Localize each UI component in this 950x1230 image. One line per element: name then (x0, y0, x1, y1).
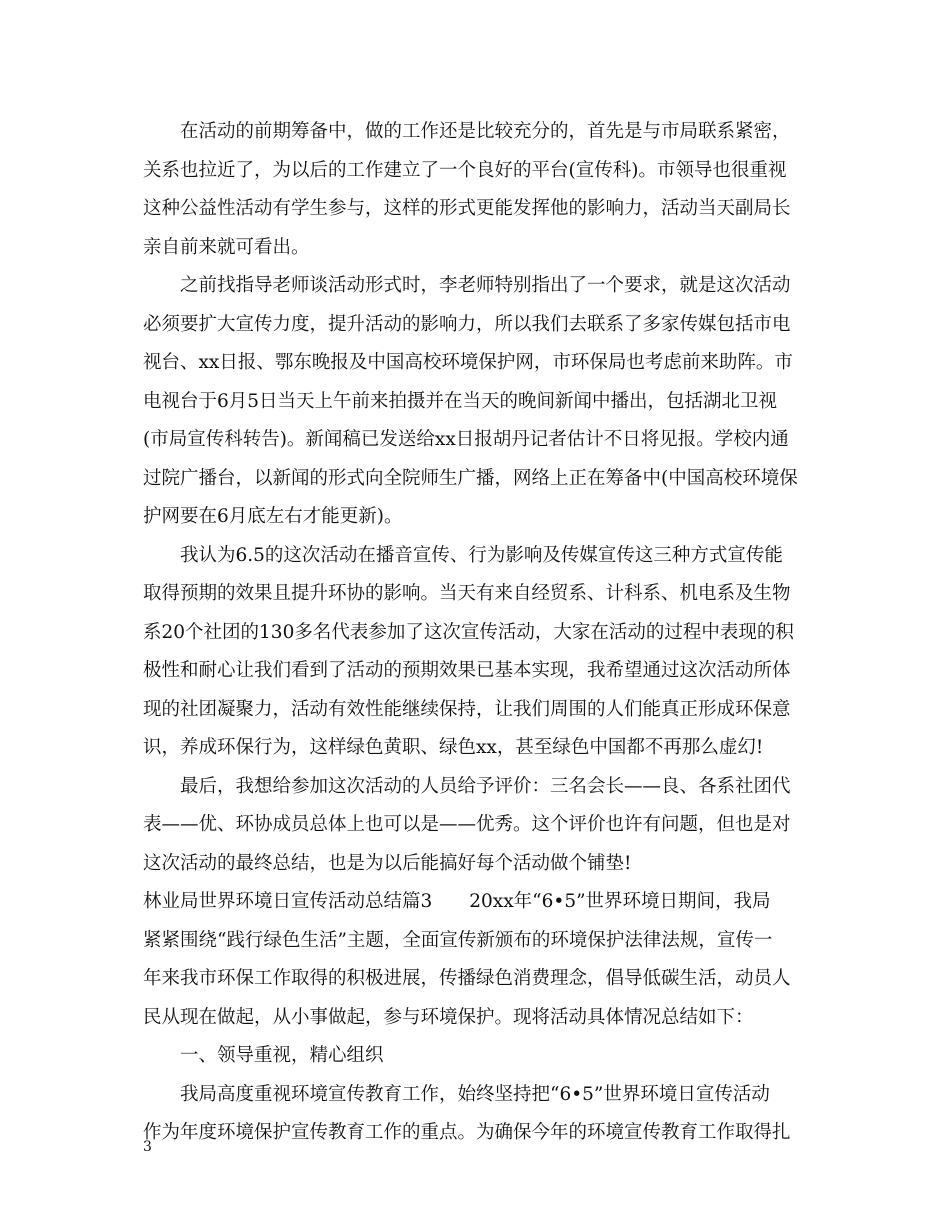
text-line: 在活动的前期筹备中，做的工作还是比较充分的，首先是与市局联系紧密， (180, 121, 791, 142)
text-line: 电视台于6月5日当天上午前来拍摄并在当天的晚间新闻中播出，包括湖北卫视 (143, 390, 778, 412)
text-line: 紧紧围绕“践行绿色生活”主题，全面宣传新颁布的环境保护法律法规，宣传一 (143, 929, 773, 951)
text-line: 这种公益性活动有学生参与，这样的形式更能发挥他的影响力，活动当天副局长 (143, 198, 791, 219)
text-line: 护网要在6月底左右才能更新)。 (143, 506, 403, 527)
page-number: 3 (143, 1139, 152, 1155)
text-line: 表——优、环协成员总体上也可以是——优秀。这个评价也许有问题，但也是对 (143, 814, 791, 835)
text-line: 必须要扩大宣传力度，提升活动的影响力，所以我们去联系了多家传媒包括市电 (143, 313, 791, 335)
text-line: 取得预期的效果且提升环协的影响。当天有来自经贸系、计科系、机电系及生物 (143, 583, 791, 604)
text-line: 年来我市环保工作取得的积极进展，传播绿色消费理念，倡导低碳生活，动员人 (143, 968, 791, 989)
text-line: 民从现在做起，从小事做起，参与环境保护。现将活动具体情况总结如下： (143, 1006, 754, 1028)
text-line: 系20个社团的130多名代表参加了这次宣传活动，大家在活动的过程中表现的积 (143, 621, 794, 643)
text-line: 我局高度重视环境宣传教育工作，始终坚持把“6•5”世界环境日宣传活动 (180, 1083, 770, 1105)
text-line: 作为年度环境保护宣传教育工作的重点。为确保今年的环境宣传教育工作取得扎 (143, 1122, 791, 1143)
text-line: 关系也拉近了，为以后的工作建立了一个良好的平台(宣传科)。市领导也很重视 (143, 159, 787, 181)
text-line: 亲自前来就可看出。 (143, 236, 310, 258)
text-line: (市局宣传科转告)。新闻稿已发送给xx日报胡丹记者估计不日将见报。学校内通 (143, 429, 789, 450)
document-body (143, 113, 808, 1153)
text-line: 过院广播台，以新闻的形式向全院师生广播，网络上正在筹备中(中国高校环境保 (143, 467, 798, 489)
text-line: 最后，我想给参加这次活动的人员给予评价：三名会长——良、各系社团代 (180, 775, 791, 797)
text-line: 一、领导重视，精心组织 (180, 1045, 384, 1066)
text-line: 极性和耐心让我们看到了活动的预期效果已基本实现，我希望通过这次活动所体 (143, 660, 791, 681)
text-line: 视台、xx日报、鄂东晚报及中国高校环境保护网，市环保局也考虑前来助阵。市 (143, 352, 793, 373)
text-line: 这次活动的最终总结，也是为以后能搞好每个活动做个铺垫! (143, 852, 632, 874)
text-line: 现的社团凝聚力，活动有效性能继续保持，让我们周围的人们能真正形成环保意 (143, 698, 791, 720)
text-line: 我认为6.5的这次活动在播音宣传、行为影响及传媒宣传这三种方式宣传能 (180, 544, 783, 566)
text-line: 识，养成环保行为，这样绿色黄职、绿色xx，甚至绿色中国都不再那么虚幻! (143, 737, 764, 758)
text-line: 之前找指导老师谈活动形式时，李老师特别指出了一个要求，就是这次活动 (180, 275, 791, 296)
text-line: 林业局世界环境日宣传活动总结篇3 20xx年“6•5”世界环境日期间，我局 (143, 891, 771, 912)
